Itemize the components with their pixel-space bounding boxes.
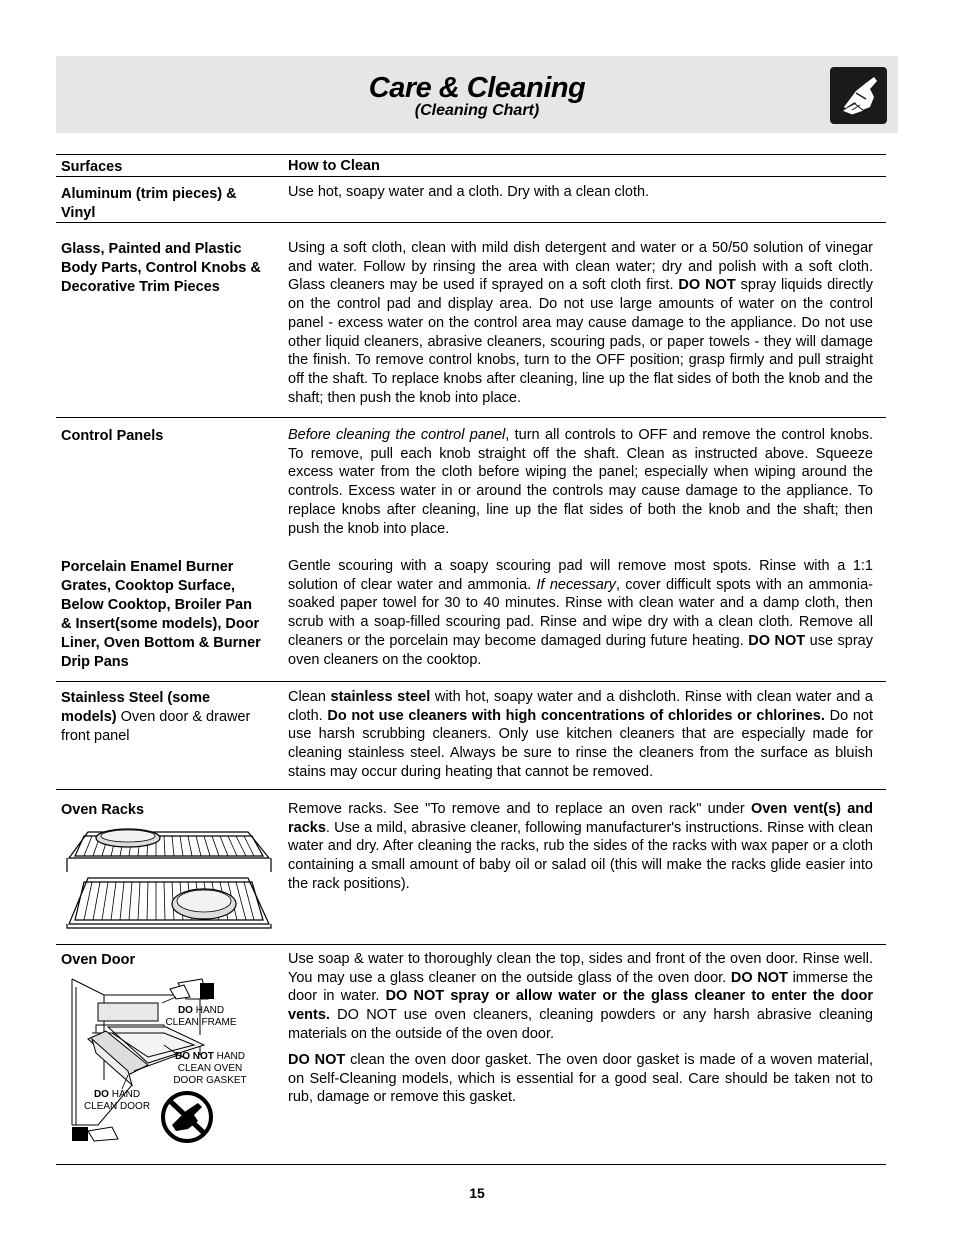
page-header: [56, 56, 898, 133]
how-oven-racks: Remove racks. See "To remove and to replace an oven rack" under Oven vent(s) and racks. Use a mild, abrasive cleaner, following manufacturer's instructions. Rinse with clean water and dry. After cleaning the racks, rub the sides of the racks with wax paper or a cloth containing a small amount of baby oil or salad oil (this will make the racks glide easier into the rack positions).: [288, 801, 873, 892]
how-oven-door: Use soap & water to thoroughly clean the top, sides and front of the oven door. Rinse well. You may use a glass cleaner on the outside glass of the oven door. DO NOT immerse the door in water. DO NOT spray or allow water or the glass cleaner to enter the door vents. DO NOT use oven cleaners, cleaning powders or any harsh abrasive cleaning materials on the outside of the oven door.: [288, 951, 874, 1042]
row-divider: [56, 681, 886, 682]
cleaning-hand-icon: [830, 67, 887, 124]
column-header-surfaces: Surfaces: [61, 159, 123, 175]
row-divider: [56, 176, 886, 177]
how-oven-door-gasket: DO NOT clean the oven door gasket. The oven door gasket is made of a woven material, on Self-Cleaning models, which is essential for a good seal. Care should be taken not to rub, damage or remove this gasket.: [288, 1052, 873, 1106]
how-glass-painted: Using a soft cloth, clean with mild dish detergent and water or a 50/50 solution of vinegar and water. Follow by rinsing the area with clean water; dry and polish with a soft cloth. Glass cleaners may be used if sprayed on a soft cloth first. DO NOT spray liquids directly on the control pad and display area. Do not use large amounts of water on the control panel - excess water on the control area may cause damage to the appliance. Do not use other liquid cleaners, abrasive cleaners, scouring pads, or paper towels - they will damage the finish. To remove control knobs, turn to the OFF position; grasp firmly and pull straight off the shaft. To replace knobs after cleaning, line up the flat sides of both the knob and the shaft; then push the knob into place.: [288, 240, 874, 406]
surface-glass-painted: Glass, Painted and Plastic Body Parts, Control Knobs & Decorative Trim Pieces: [61, 241, 261, 295]
page-number: 15: [469, 1185, 485, 1201]
surface-porcelain-enamel: Porcelain Enamel Burner Grates, Cooktop Surface, Below Cooktop, Broiler Pan & Insert(some models), Door Liner, Oven Bottom & Burner Drip Pans: [61, 559, 261, 670]
how-control-panels: Before cleaning the control panel, turn all controls to OFF and remove the control knobs. To remove, pull each knob straight off the shaft. Clean as instructed above. Squeeze excess water from the cloth before wiping the panel; especially when wiping around the controls. Excess water in or around the controls may cause damage to the appliance. To replace knobs after cleaning, line up the flat sides of both the knob and the shaft; then push the knob into place.: [288, 427, 873, 537]
row-divider: [56, 417, 886, 418]
surface-control-panels: Control Panels: [61, 428, 164, 444]
surface-oven-door: Oven Door: [61, 952, 136, 968]
oven-racks-illustration: [64, 828, 274, 930]
column-header-how-to-clean: How to Clean: [288, 158, 380, 174]
row-divider: [56, 222, 886, 223]
surface-aluminum: Aluminum (trim pieces) & Vinyl: [61, 186, 237, 221]
how-aluminum: Use hot, soapy water and a cloth. Dry with a clean cloth.: [288, 184, 650, 200]
row-divider: [56, 789, 886, 790]
page-title: Care & Cleaning: [368, 72, 586, 104]
table-bottom-rule: [56, 1164, 886, 1165]
surface-stainless-steel: Stainless Steel (some models) Oven door & drawer front panel: [61, 690, 251, 744]
how-stainless-steel: Clean stainless steel with hot, soapy water and a dishcloth. Rinse with clean water and a cloth. Do not use cleaners with high concentrations of chlorides or chlorines. Do not use harsh scrubbing cleaners. Only use kitchen cleaners that are especially made for cleaning stainless steel. Always be sure to rinse the cleaners from the surface as bluish stains may occur during heating that cannot be removed.: [288, 689, 874, 780]
label-do-not-hand-clean-gasket: DO NOT HAND CLEAN OVEN DOOR GASKET: [173, 1051, 247, 1086]
label-do-hand-clean-door: DO HAND CLEAN DOOR: [83, 1089, 151, 1112]
table-top-rule: [56, 154, 886, 155]
page-subtitle: (Cleaning Chart): [414, 102, 540, 119]
how-porcelain-enamel: Gentle scouring with a soapy scouring pad will remove most spots. Rinse with a 1:1 solution of clear water and ammonia. If necessary, cover difficult spots with an ammonia-soaked paper towel for 30 to 40 minutes. Rinse with clean water and a damp cloth, then scrub with a soap-filled scouring pad. Rinse and wipe dry with a clean cloth. Remove all cleaners or the porcelain may become damaged during future heating. DO NOT use spray oven cleaners on the cooktop.: [288, 558, 874, 668]
label-do-hand-clean-frame: DO HAND CLEAN FRAME: [165, 1005, 237, 1028]
no-hand-clean-symbol: [158, 1089, 216, 1145]
surface-oven-racks: Oven Racks: [61, 802, 145, 818]
row-divider: [56, 944, 886, 945]
